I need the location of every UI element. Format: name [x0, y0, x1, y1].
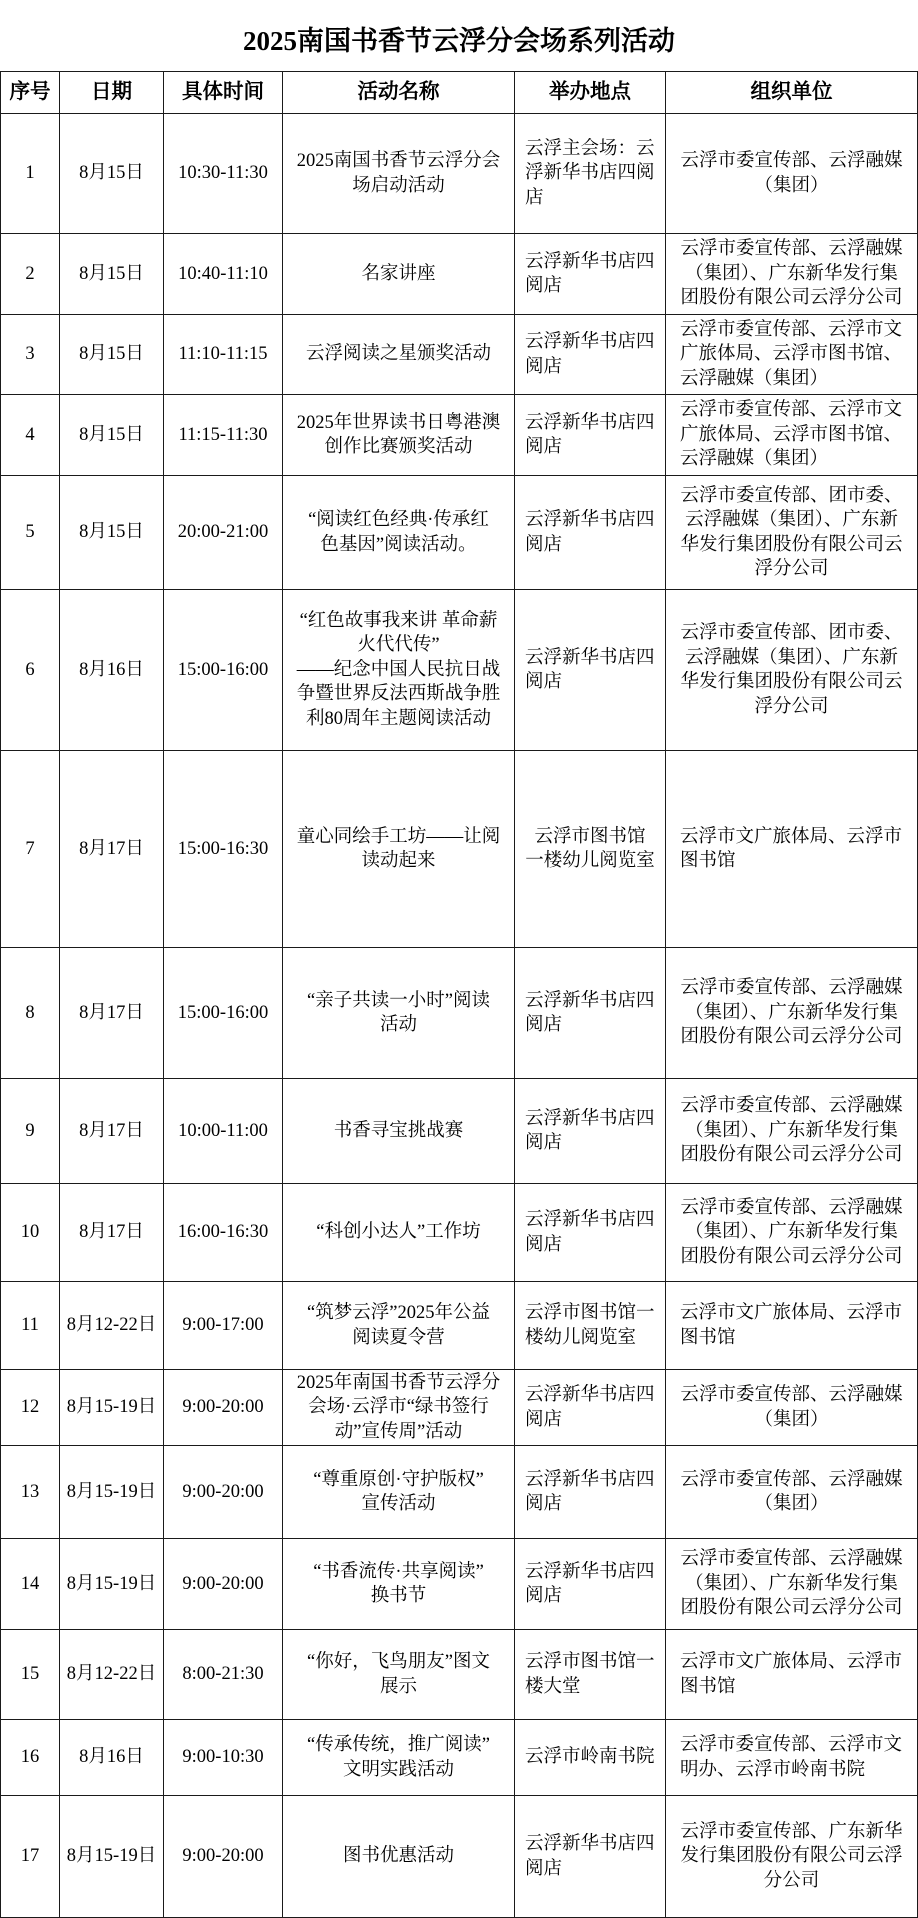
cell-index	[1, 751, 60, 948]
header-time: 具体时间	[164, 72, 283, 114]
time-text: 9:00-20:00	[182, 1573, 264, 1594]
cell-date	[60, 1184, 164, 1282]
index-text: 12	[20, 1397, 40, 1418]
cell-date	[60, 1079, 164, 1184]
organizer-text: 明办、云浮市岭南书院	[680, 1759, 866, 1780]
location-text: 云浮新华书店四	[525, 1210, 655, 1230]
organizer-text: 云浮市委宣传部、团市委、	[680, 485, 903, 506]
location-text: 云浮新华书店四	[525, 251, 655, 272]
organizer-text: 云浮融媒（集团）、广东新	[685, 647, 898, 668]
table-row	[1, 751, 918, 948]
organizer-text: 云浮市委宣传部、团市委、	[680, 623, 903, 643]
index-text: 17	[20, 1846, 40, 1867]
organizer-text: （集团）、广东新华发行集	[685, 1222, 898, 1243]
index-text: 5	[25, 522, 35, 543]
cell-time	[164, 315, 283, 395]
location-text: 云浮新华书店四	[525, 1834, 655, 1854]
cell-organizer	[666, 1796, 918, 1918]
table-body	[1, 114, 918, 1918]
header-index: 序号	[1, 72, 60, 114]
cell-organizer	[666, 1184, 918, 1282]
cell-activity	[283, 751, 515, 948]
cell-time	[164, 1446, 283, 1539]
location-text: 一楼幼儿阅览室	[525, 851, 655, 871]
organizer-text: 云浮市委宣传部、云浮融媒	[680, 978, 903, 999]
location-text: 云浮主会场：云	[525, 138, 655, 159]
table-row	[1, 1282, 918, 1370]
cell-activity	[283, 234, 515, 315]
date-text: 8月15日	[79, 424, 144, 445]
cell-index	[1, 590, 60, 751]
cell-date	[60, 1539, 164, 1630]
cell-time	[164, 1539, 283, 1630]
activity-text: “你好，飞鸟朋友”图文	[307, 1652, 490, 1672]
cell-organizer	[666, 948, 918, 1079]
cell-organizer	[666, 1282, 918, 1370]
cell-organizer	[666, 1539, 918, 1630]
location-text: 云浮市图书馆一	[525, 1303, 655, 1323]
activity-text: 书香寻宝挑战赛	[333, 1120, 464, 1141]
time-text: 20:00-21:00	[177, 522, 269, 543]
activity-text: “亲子共读一小时”阅读	[307, 990, 490, 1011]
cell-time	[164, 1079, 283, 1184]
organizer-text: 分公司	[763, 1870, 820, 1891]
index-text: 14	[20, 1573, 40, 1594]
table-row	[1, 590, 918, 751]
organizer-text: 云浮融媒（集团）	[680, 449, 829, 470]
index-text: 15	[20, 1664, 40, 1685]
cell-organizer	[666, 1370, 918, 1446]
cell-activity	[283, 1370, 515, 1446]
cell-date	[60, 315, 164, 395]
cell-index	[1, 1630, 60, 1720]
cell-time	[164, 1184, 283, 1282]
organizer-text: 云浮市文广旅体局、云浮市	[680, 826, 903, 847]
location-text: 云浮新华书店四	[525, 1108, 655, 1129]
organizer-text: 云浮市文广旅体局、云浮市	[680, 1652, 903, 1672]
cell-location	[515, 114, 666, 234]
location-text: 阅店	[525, 534, 563, 555]
activity-text: 云浮阅读之星颁奖活动	[305, 344, 491, 365]
cell-activity	[283, 590, 515, 751]
organizer-text: 图书馆	[680, 1327, 736, 1348]
activity-text: 会场·云浮市“绿书签行	[308, 1397, 489, 1418]
cell-location	[515, 1370, 666, 1446]
table-row	[1, 1796, 918, 1918]
organizer-text: 图书馆	[680, 851, 736, 871]
organizer-text: （集团）、广东新华发行集	[685, 1002, 898, 1023]
activity-text: 色基因”阅读活动。	[320, 534, 477, 555]
time-text: 10:40-11:10	[178, 263, 268, 284]
organizer-text: （集团）、广东新华发行集	[685, 263, 898, 284]
organizer-text: 云浮市委宣传部、云浮融媒	[680, 1469, 903, 1490]
activity-text: 2025南国书香节云浮分会	[296, 151, 501, 171]
time-text: 9:00-17:00	[182, 1315, 264, 1336]
activity-text: 场启动活动	[352, 175, 445, 196]
activity-text: “传承传统，推广阅读”	[307, 1735, 490, 1755]
header-organizer: 组织单位	[666, 72, 918, 114]
cell-activity	[283, 1630, 515, 1720]
cell-date	[60, 1720, 164, 1796]
cell-time	[164, 1796, 283, 1918]
cell-date	[60, 395, 164, 476]
activity-text: 2025年世界读书日粤港澳	[296, 412, 501, 433]
cell-time	[164, 590, 283, 751]
index-text: 4	[25, 424, 35, 445]
cell-organizer	[666, 1079, 918, 1184]
cell-time	[164, 114, 283, 234]
cell-location	[515, 1630, 666, 1720]
activity-text: 文明实践活动	[342, 1759, 454, 1780]
activity-text: “筑梦云浮”2025年公益	[307, 1303, 490, 1323]
index-text: 3	[25, 344, 35, 365]
location-text: 阅店	[525, 1234, 563, 1255]
cell-location	[515, 1539, 666, 1630]
cell-activity	[283, 1539, 515, 1630]
cell-location	[515, 395, 666, 476]
activity-text: “红色故事我来讲 革命薪	[299, 610, 498, 631]
cell-date	[60, 751, 164, 948]
organizer-text: （集团）、广东新华发行集	[685, 1573, 898, 1594]
activity-text: 宣传活动	[361, 1494, 436, 1514]
table-row	[1, 948, 918, 1079]
time-text: 8:00-21:30	[182, 1664, 264, 1685]
cell-index	[1, 476, 60, 590]
cell-activity	[283, 315, 515, 395]
activity-text: 名家讲座	[361, 263, 436, 284]
index-text: 11	[21, 1315, 39, 1336]
location-text: 阅店	[525, 1409, 563, 1430]
header-activity: 活动名称	[283, 72, 515, 114]
date-text: 8月17日	[79, 1002, 144, 1023]
table-row	[1, 315, 918, 395]
cell-time	[164, 751, 283, 948]
location-text: 云浮新华书店四	[525, 1469, 655, 1490]
index-text: 8	[25, 1002, 35, 1023]
time-text: 11:15-11:30	[178, 424, 268, 445]
location-text: 阅店	[525, 1015, 563, 1035]
cell-location	[515, 1079, 666, 1184]
date-text: 8月15日	[79, 522, 144, 543]
activity-text: “书香流传·共享阅读”	[313, 1561, 484, 1582]
cell-location	[515, 315, 666, 395]
organizer-text: 团股份有限公司云浮分公司	[680, 1145, 903, 1166]
time-text: 9:00-20:00	[182, 1397, 264, 1418]
date-text: 8月15-19日	[66, 1397, 157, 1418]
activity-text: “科创小达人”工作坊	[316, 1222, 481, 1243]
cell-location	[515, 1184, 666, 1282]
cell-date	[60, 1796, 164, 1918]
activity-text: “尊重原创·守护版权”	[313, 1469, 484, 1490]
cell-index	[1, 1796, 60, 1918]
cell-organizer	[666, 590, 918, 751]
location-text: 云浮市图书馆一	[525, 1652, 655, 1672]
date-text: 8月15-19日	[66, 1846, 157, 1867]
organizer-text: 团股份有限公司云浮分公司	[680, 1246, 903, 1267]
cell-time	[164, 1720, 283, 1796]
table-row	[1, 1370, 918, 1446]
cell-date	[60, 1446, 164, 1539]
location-text: 楼大堂	[525, 1676, 581, 1697]
activity-schedule-table	[0, 71, 918, 1918]
organizer-text: 广旅体局、云浮市图书馆、	[680, 424, 903, 445]
location-text: 浮新华书店四阅	[525, 163, 655, 184]
activity-text: 活动	[379, 1015, 417, 1035]
organizer-text: 云浮市委宣传部、云浮融媒	[680, 1385, 903, 1405]
header-row	[1, 72, 918, 114]
date-text: 8月15-19日	[66, 1481, 157, 1502]
cell-index	[1, 1720, 60, 1796]
organizer-text: 团股份有限公司云浮分公司	[680, 1027, 903, 1048]
cell-date	[60, 948, 164, 1079]
cell-date	[60, 114, 164, 234]
location-text: 店	[525, 187, 544, 208]
table-row	[1, 1184, 918, 1282]
cell-index	[1, 1370, 60, 1446]
page-title: 2025南国书香节云浮分会场系列活动	[243, 26, 675, 56]
date-text: 8月16日	[79, 659, 144, 680]
organizer-text: 云浮融媒（集团）	[680, 368, 829, 389]
table-row	[1, 476, 918, 590]
organizer-text: 云浮市文广旅体局、云浮市	[680, 1303, 903, 1323]
location-text: 阅店	[525, 1133, 563, 1153]
cell-index	[1, 234, 60, 315]
organizer-text: 云浮市委宣传部、云浮融媒	[680, 1549, 903, 1570]
location-text: 楼幼儿阅览室	[525, 1327, 637, 1348]
index-text: 16	[20, 1747, 40, 1768]
index-text: 9	[25, 1120, 35, 1141]
header-location: 举办地点	[515, 72, 666, 114]
location-text: 阅店	[525, 276, 563, 296]
time-text: 15:00-16:00	[177, 659, 269, 680]
activity-text: 利80周年主题阅读活动	[305, 708, 491, 729]
organizer-text: 华发行集团股份有限公司云	[680, 672, 903, 692]
cell-activity	[283, 948, 515, 1079]
time-text: 15:00-16:30	[177, 838, 269, 859]
index-text: 1	[25, 163, 35, 184]
organizer-text: （集团）、广东新华发行集	[685, 1120, 898, 1141]
organizer-text: 云浮市委宣传部、云浮市文	[680, 1735, 903, 1755]
organizer-text: 浮分公司	[754, 696, 829, 717]
organizer-text: 广旅体局、云浮市图书馆、	[680, 344, 903, 365]
cell-index	[1, 1539, 60, 1630]
organizer-text: 云浮融媒（集团）、广东新	[685, 510, 898, 530]
organizer-text: 图书馆	[680, 1676, 736, 1697]
cell-index	[1, 948, 60, 1079]
organizer-text: 云浮市委宣传部、云浮融媒	[680, 151, 903, 171]
date-text: 8月17日	[79, 1222, 144, 1243]
organizer-text: 浮分公司	[754, 559, 829, 579]
cell-organizer	[666, 114, 918, 234]
cell-time	[164, 234, 283, 315]
organizer-text: 团股份有限公司云浮分公司	[680, 288, 903, 309]
activity-text: 阅读夏令营	[352, 1327, 445, 1348]
cell-activity	[283, 395, 515, 476]
activity-text: 读动起来	[361, 851, 436, 871]
cell-date	[60, 1370, 164, 1446]
cell-index	[1, 315, 60, 395]
cell-location	[515, 1282, 666, 1370]
date-text: 8月15-19日	[66, 1573, 157, 1594]
cell-organizer	[666, 476, 918, 590]
cell-activity	[283, 1720, 515, 1796]
cell-index	[1, 114, 60, 234]
index-text: 7	[25, 838, 35, 859]
cell-index	[1, 395, 60, 476]
cell-time	[164, 1630, 283, 1720]
location-text: 云浮新华书店四	[525, 412, 655, 433]
cell-time	[164, 476, 283, 590]
activity-text: 2025年南国书香节云浮分	[296, 1372, 501, 1393]
time-text: 15:00-16:00	[177, 1002, 269, 1023]
location-text: 阅店	[525, 672, 563, 692]
time-text: 9:00-20:00	[182, 1846, 264, 1867]
cell-organizer	[666, 315, 918, 395]
cell-index	[1, 1184, 60, 1282]
cell-date	[60, 476, 164, 590]
location-text: 云浮新华书店四	[525, 510, 655, 530]
index-text: 10	[20, 1222, 40, 1243]
activity-text: 展示	[379, 1676, 417, 1697]
location-text: 阅店	[525, 1858, 563, 1879]
time-text: 9:00-20:00	[182, 1481, 264, 1502]
header-date: 日期	[60, 72, 164, 114]
organizer-text: 云浮市委宣传部、广东新华	[680, 1821, 903, 1842]
location-text: 云浮新华书店四	[525, 332, 655, 352]
table-row	[1, 1446, 918, 1539]
activity-text: ——纪念中国人民抗日战	[296, 659, 501, 680]
organizer-text: （集团）	[754, 175, 829, 196]
activity-text: 图书优惠活动	[342, 1846, 454, 1867]
table-row	[1, 1539, 918, 1630]
cell-location	[515, 476, 666, 590]
location-text: 阅店	[525, 1586, 563, 1606]
cell-date	[60, 590, 164, 751]
cell-date	[60, 1630, 164, 1720]
location-text: 云浮市图书馆	[534, 826, 646, 847]
location-text: 阅店	[525, 356, 563, 377]
index-text: 2	[25, 263, 35, 284]
date-text: 8月17日	[79, 1120, 144, 1141]
cell-organizer	[666, 395, 918, 476]
cell-date	[60, 1282, 164, 1370]
time-text: 16:00-16:30	[177, 1222, 269, 1243]
cell-organizer	[666, 1630, 918, 1720]
cell-time	[164, 1370, 283, 1446]
date-text: 8月15日	[79, 344, 144, 365]
cell-location	[515, 1720, 666, 1796]
cell-organizer	[666, 1446, 918, 1539]
time-text: 10:00-11:00	[178, 1120, 268, 1141]
organizer-text: 发行集团股份有限公司云浮	[680, 1846, 903, 1867]
cell-location	[515, 234, 666, 315]
cell-activity	[283, 1079, 515, 1184]
date-text: 8月15日	[79, 263, 144, 284]
date-text: 8月16日	[79, 1747, 144, 1768]
date-text: 8月12-22日	[66, 1315, 157, 1336]
cell-location	[515, 590, 666, 751]
table-row	[1, 114, 918, 234]
location-text: 云浮新华书店四	[525, 990, 655, 1011]
date-text: 8月15日	[79, 163, 144, 184]
cell-date	[60, 234, 164, 315]
time-text: 10:30-11:30	[178, 163, 268, 184]
activity-text: 创作比赛颁奖活动	[324, 437, 473, 457]
location-text: 云浮新华书店四	[525, 647, 655, 668]
activity-text: 童心同绘手工坊——让阅	[296, 826, 501, 847]
cell-location	[515, 948, 666, 1079]
organizer-text: 云浮市委宣传部、云浮市文	[680, 319, 903, 340]
cell-location	[515, 1446, 666, 1539]
activity-text: 争暨世界反法西斯战争胜	[296, 684, 501, 705]
organizer-text: （集团）	[754, 1409, 829, 1430]
cell-activity	[283, 1184, 515, 1282]
index-text: 13	[20, 1481, 40, 1502]
cell-location	[515, 751, 666, 948]
activity-text: 动”宣传周”活动	[334, 1421, 463, 1442]
activity-text: “阅读红色经典·传承红	[308, 510, 489, 530]
activity-text: 火代代传”	[357, 635, 440, 656]
organizer-text: 云浮市委宣传部、云浮融媒	[680, 239, 903, 260]
cell-location	[515, 1796, 666, 1918]
table-row	[1, 1630, 918, 1720]
location-text: 阅店	[525, 1494, 563, 1514]
cell-time	[164, 948, 283, 1079]
organizer-text: （集团）	[754, 1494, 829, 1514]
organizer-text: 华发行集团股份有限公司云	[680, 534, 903, 555]
location-text: 云浮市岭南书院	[525, 1747, 655, 1768]
time-text: 9:00-10:30	[182, 1747, 264, 1768]
cell-organizer	[666, 234, 918, 315]
cell-activity	[283, 1796, 515, 1918]
table-row	[1, 1720, 918, 1796]
cell-index	[1, 1446, 60, 1539]
index-text: 6	[25, 659, 35, 680]
date-text: 8月17日	[79, 838, 144, 859]
organizer-text: 云浮市委宣传部、云浮融媒	[680, 1197, 903, 1218]
organizer-text: 团股份有限公司云浮分公司	[680, 1598, 903, 1619]
table-row	[1, 1079, 918, 1184]
time-text: 11:10-11:15	[178, 344, 268, 365]
cell-time	[164, 1282, 283, 1370]
date-text: 8月12-22日	[66, 1664, 157, 1685]
cell-organizer	[666, 1720, 918, 1796]
cell-activity	[283, 1446, 515, 1539]
organizer-text: 云浮市委宣传部、云浮融媒	[680, 1096, 903, 1117]
cell-index	[1, 1079, 60, 1184]
table-row	[1, 395, 918, 476]
cell-index	[1, 1282, 60, 1370]
cell-activity	[283, 1282, 515, 1370]
cell-time	[164, 395, 283, 476]
cell-activity	[283, 476, 515, 590]
cell-activity	[283, 114, 515, 234]
location-text: 云浮新华书店四	[525, 1385, 655, 1405]
activity-text: 换书节	[370, 1586, 427, 1606]
location-text: 云浮新华书店四	[525, 1561, 655, 1582]
cell-organizer	[666, 751, 918, 948]
organizer-text: 云浮市委宣传部、云浮市文	[680, 400, 903, 421]
location-text: 阅店	[525, 437, 563, 457]
table-row	[1, 234, 918, 315]
